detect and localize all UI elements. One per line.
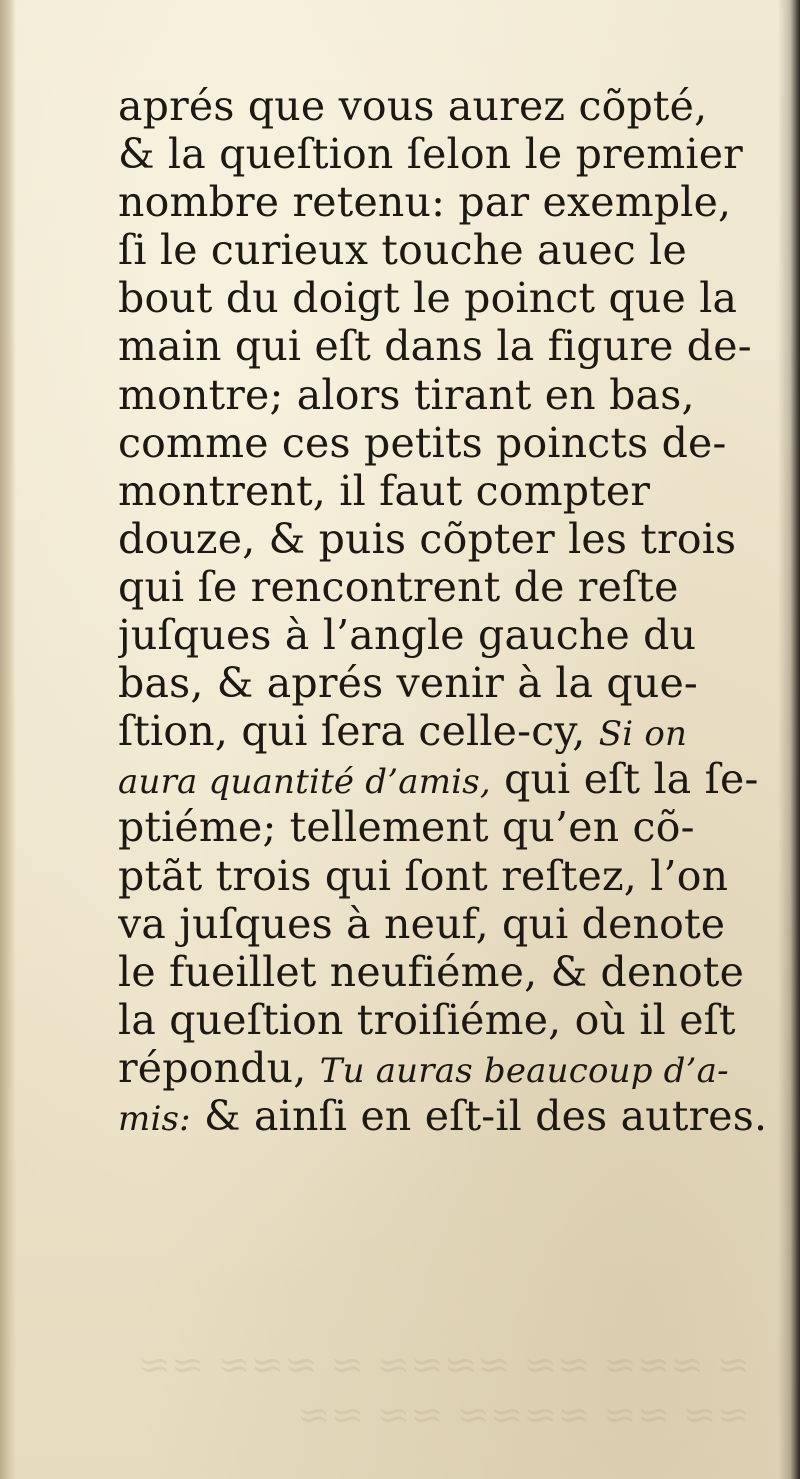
text-line bbox=[118, 948, 770, 996]
text-line bbox=[118, 803, 770, 851]
page-edge-shadow bbox=[778, 0, 800, 1479]
text-segment: comme ces petits poincts de- bbox=[118, 418, 727, 467]
text-segment: douze, & puis cõpter les trois bbox=[118, 514, 737, 563]
text-line bbox=[118, 178, 770, 226]
text-line bbox=[118, 130, 770, 178]
text-segment: main qui eſt dans la figure de- bbox=[118, 322, 752, 371]
text-line bbox=[118, 371, 770, 419]
text-segment: ptãt trois qui ſont reſtez, l’on bbox=[118, 851, 729, 900]
italic-text: mis: bbox=[118, 1098, 191, 1139]
text-line bbox=[118, 611, 770, 659]
italic-text: aura quantité d’amis, bbox=[118, 762, 491, 803]
text-line bbox=[118, 852, 770, 900]
page-gutter-shadow bbox=[0, 0, 16, 1479]
text-line bbox=[118, 707, 770, 755]
text-line bbox=[118, 900, 770, 948]
text-segment: qui eſt la ſe- bbox=[490, 755, 759, 804]
text-line bbox=[118, 515, 770, 563]
text-line bbox=[118, 82, 770, 130]
text-segment: aprés que vous aurez cõpté, bbox=[118, 82, 708, 130]
text-line bbox=[118, 1044, 770, 1092]
text-segment: répondu, bbox=[118, 1043, 320, 1092]
text-segment: juſques à l’angle gauche du bbox=[118, 611, 697, 660]
text-segment: ptiéme; tellement qu’en cõ- bbox=[118, 803, 695, 852]
text-segment: montrent, il faut compter bbox=[118, 466, 651, 515]
text-segment: montre; alors tirant en bas, bbox=[118, 370, 695, 419]
text-segment: nombre retenu: par exemple, bbox=[118, 178, 732, 227]
text-segment: va juſques à neuf, qui denote bbox=[118, 899, 726, 948]
text-line bbox=[118, 419, 770, 467]
text-line bbox=[118, 1092, 770, 1140]
text-line bbox=[118, 755, 770, 803]
italic-text: Si on bbox=[598, 714, 688, 755]
text-segment: le fueillet neufiéme, & denote bbox=[118, 947, 745, 996]
body-text bbox=[118, 82, 770, 1140]
text-segment: & la queſtion ſelon le premier bbox=[118, 130, 743, 179]
text-segment: qui ſe rencontrent de reſte bbox=[118, 562, 679, 611]
text-line bbox=[118, 467, 770, 515]
text-line bbox=[118, 274, 770, 322]
text-segment: la queſtion troiſiéme, où il eſt bbox=[118, 995, 736, 1044]
text-segment: ſi le curieux touche auec le bbox=[118, 226, 687, 275]
show-through-texture: ≈ ≈≈≈ ≈≈ ≈≈≈≈ ≈ ≈≈≈ ≈≈ ≈≈ ≈≈ ≈≈≈≈ ≈≈ ≈≈ bbox=[137, 1342, 750, 1438]
text-line bbox=[118, 226, 770, 274]
text-line bbox=[118, 659, 770, 707]
text-segment: & ainſi en eſt-il des autres. bbox=[190, 1091, 768, 1140]
text-line bbox=[118, 322, 770, 370]
italic-text: Tu auras beaucoup d’a- bbox=[319, 1050, 729, 1091]
text-line bbox=[118, 563, 770, 611]
text-segment: bout du doigt le poinct que la bbox=[118, 274, 738, 323]
text-segment: ſtion, qui ſera celle-cy, bbox=[118, 707, 599, 756]
text-line bbox=[118, 996, 770, 1044]
text-segment: bas, & aprés venir à la que- bbox=[118, 659, 698, 708]
